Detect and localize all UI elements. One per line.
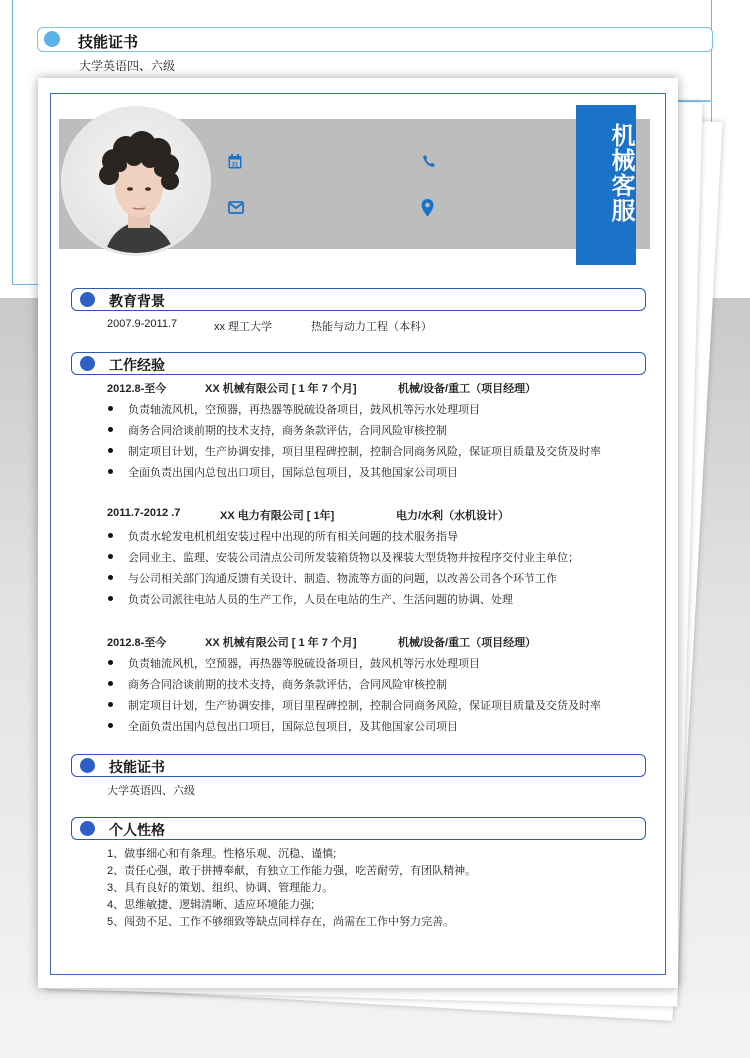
personality-item: 5、闯劲不足、工作不够细致等缺点同样存在，尚需在工作中努力完善。: [107, 916, 455, 928]
job-duty: 负责轴流风机，空预器，再热器等脱硫设备项目，鼓风机等污水处理项目: [128, 658, 480, 670]
section-title: 教育背景: [109, 293, 165, 309]
job-duty: 制定项目计划，生产协调安排，项目里程碑控制，控制合同商务风险，保证项目质量及交货及时率: [128, 700, 601, 712]
bullet-icon: [108, 681, 113, 686]
job-period: 2011.7-2012 .7: [107, 507, 181, 519]
bullet-icon: [108, 533, 113, 538]
job-duty: 负责公司派往电站人员的生产工作，人员在电站的生产、生活问题的协调、处理: [128, 594, 513, 606]
section-header-work: [71, 352, 646, 375]
job-role: 机械/设备/重工（项目经理）: [398, 383, 537, 395]
personality-item: 1、做事细心和有条理。性格乐观、沉稳、谨慎;: [107, 848, 337, 860]
bullet-icon: [108, 469, 113, 474]
mail-icon: [228, 201, 244, 219]
job-title: 机械客服: [607, 123, 634, 223]
job-title-banner: [576, 105, 636, 265]
bullet-icon: [108, 723, 113, 728]
job-duty: 制定项目计划，生产协调安排，项目里程碑控制，控制合同商务风险，保证项目质量及交货及时率: [128, 446, 601, 458]
job-duty: 商务合同洽谈前期的技术支持，商务条款评估，合同风险审核控制: [128, 679, 447, 691]
location-pin-icon: [421, 199, 434, 222]
bullet-icon: [108, 702, 113, 707]
section-dot-icon: [80, 821, 95, 836]
job-company: XX 机械有限公司 [ 1 年 7 个月]: [205, 383, 357, 395]
back-section-header: [37, 27, 713, 52]
job-duty: 商务合同洽谈前期的技术支持，商务条款评估，合同风险审核控制: [128, 425, 447, 437]
section-dot-icon: [80, 356, 95, 371]
back-section-title: 技能证书: [78, 34, 139, 51]
education-school: xx 理工大学: [214, 321, 273, 333]
personality-item: 3、具有良好的策划、组织、协调、管理能力。: [107, 882, 334, 894]
calendar-icon: [228, 154, 242, 174]
job-duty: 全面负责出国内总包出口项目，国际总包项目，及其他国家公司项目: [128, 721, 458, 733]
bullet-icon: [108, 554, 113, 559]
bullet-icon: [108, 427, 113, 432]
job-duty: 与公司相关部门沟通反馈有关设计、制造、物流等方面的问题，以改善公司各个环节工作: [128, 573, 557, 585]
bullet-icon: [108, 660, 113, 665]
job-role: 电力/水利（水机设计）: [396, 510, 510, 522]
section-dot-icon: [44, 31, 60, 47]
job-duty: 负责轴流风机，空预器，再热器等脱硫设备项目，鼓风机等污水处理项目: [128, 404, 480, 416]
section-title: 个人性格: [109, 822, 165, 838]
section-header-education: [71, 288, 646, 311]
section-dot-icon: [80, 292, 95, 307]
education-major: 热能与动力工程（本科）: [311, 321, 432, 333]
skills-text: 大学英语四、六级: [107, 785, 195, 797]
bullet-icon: [108, 448, 113, 453]
education-period: 2007.9-2011.7: [107, 318, 178, 330]
back-section-text: 大学英语四、六级: [79, 59, 176, 73]
svg-text:31: 31: [231, 162, 239, 169]
phone-icon: [422, 154, 436, 173]
section-title: 技能证书: [109, 759, 165, 775]
section-header-skills: [71, 754, 646, 777]
back-divider: [676, 100, 712, 102]
personality-item: 2、责任心强，敢于拼搏奉献，有独立工作能力强，吃苦耐劳，有团队精神。: [107, 865, 477, 877]
avatar: [61, 106, 211, 256]
bullet-icon: [108, 596, 113, 601]
job-role: 机械/设备/重工（项目经理）: [398, 637, 537, 649]
job-company: XX 电力有限公司 [ 1年]: [220, 510, 335, 522]
job-company: XX 机械有限公司 [ 1 年 7 个月]: [205, 637, 357, 649]
bullet-icon: [108, 406, 113, 411]
bullet-icon: [108, 575, 113, 580]
section-header-personality: [71, 817, 646, 840]
job-duty: 负责水轮发电机机组安装过程中出现的所有相关问题的技术服务指导: [128, 531, 458, 543]
job-period: 2012.8-至今: [107, 383, 167, 395]
personality-item: 4、思维敏捷、逻辑清晰、适应环境能力强;: [107, 899, 315, 911]
job-duty: 会同业主、监理、安装公司清点公司所发装箱货物以及裸装大型货物并按程序交付业主单位；: [128, 552, 579, 564]
resume-page: [38, 78, 678, 988]
job-period: 2012.8-至今: [107, 637, 167, 649]
section-title: 工作经验: [109, 357, 165, 373]
section-dot-icon: [80, 758, 95, 773]
avatar-portrait: [64, 109, 211, 256]
job-duty: 全面负责出国内总包出口项目，国际总包项目，及其他国家公司项目: [128, 467, 458, 479]
